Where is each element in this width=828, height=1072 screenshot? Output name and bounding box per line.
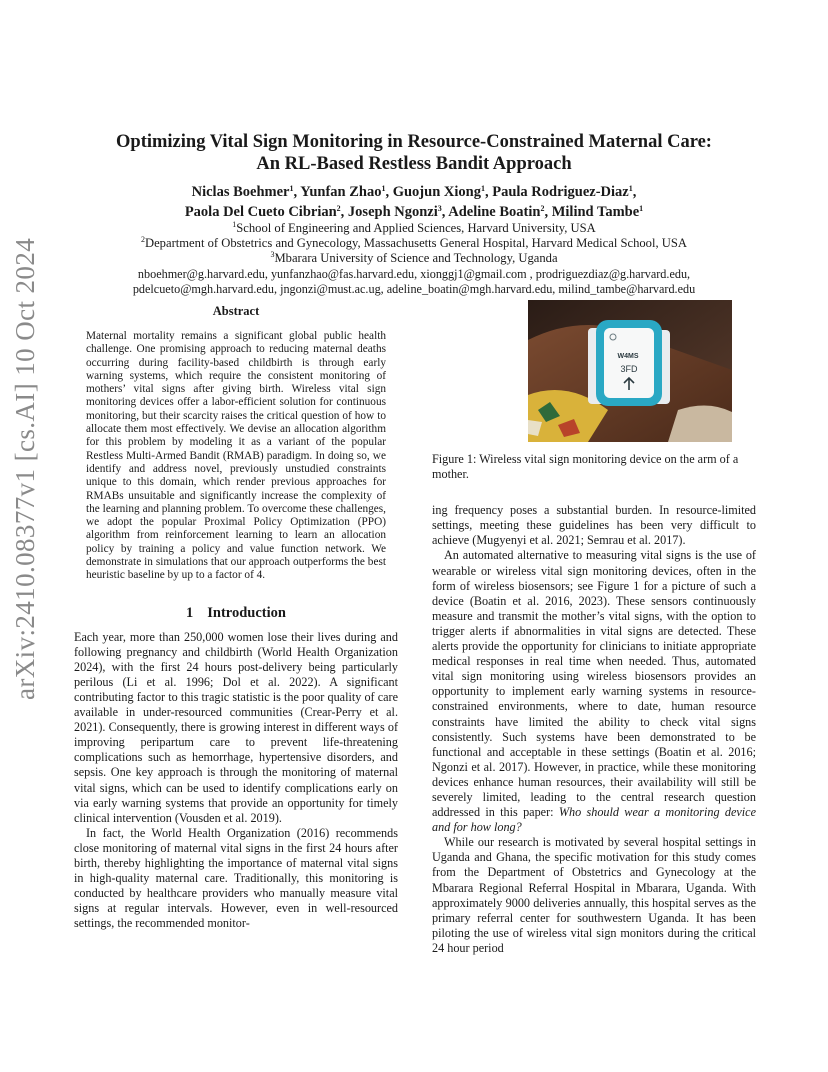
author-name: Joseph Ngonzi [347,204,438,220]
paragraph-text: An automated alternative to measuring vital signs is the use of wearable or wireless vital sign monitoring devices, often in the form of wireless biosensors; see Figure 1 for a picture of such a device (Boatin et al. 2016, 2023). These sensors continuously measure and transmit the mother’s vital signs, with the option to trigger alerts if abnormalities in vital signs are detected. These alerts provide the opportunity for clinicians to initiate appropriate medical responses in real time when needed. Thus, automated vital sign monitoring using wireless biosensors provides an opportunity to implement early warning systems in resource-constrained environments, where to date, human resource constraints have limited the ability to check vital signs consistently. Such systems have been demonstrated to be functional and acceptable in these settings (Boatin et al. 2016; Ngonzi et al. 2017). However, in practice, while these monitoring devices enhance human resources, their availability will still be severely limited, leading to the central research question addressed in this paper: [432,548,756,820]
affil-marker: 2 [141,235,145,244]
affiliation [60,236,768,251]
author-affil-marker: 1 [289,184,294,193]
right-column-body [432,503,756,956]
paper-title [60,131,768,175]
left-column [74,304,398,932]
affiliation [60,251,768,266]
author-list [60,182,768,222]
abstract-text: Maternal mortality remains a significant global public health challenge. One promising approach to reducing maternal deaths occurring during facility-based childbirth is through early warning systems, which require the consistent monitoring of mothers’ vital signs after giving birth. Wireless vital sign monitoring devices offer a labor-efficient solution for continuous monitoring, but their scarcity raises the critical question of how to allocate them most effectively. We devise an allocation algorithm for this problem by modeling it as a variant of the popular Restless Multi-Armed Bandit (RMAB) paradigm. In doing so, we identify and address novel, previously unstudied constraints unique to this domain, which render previous approaches for RMABs unsuitable and significantly increase the complexity of the learning and planning problem. To overcome these challenges, we adopt the popular Proximal Policy Optimization (PPO) algorithm from reinforcement learning to learn an allocation policy by training a policy and value function network. We demonstrate in simulations that our approach outperforms the best heuristic baseline by up to a factor of 4. [86,330,386,582]
figure-photo [528,300,732,442]
author-affil-marker: 1 [480,184,485,193]
section-heading [74,605,398,622]
section-number: 1 [186,604,194,621]
right-column [432,300,756,956]
author-name: Niclas Boehmer [191,184,290,200]
author-affil-marker: 1 [639,204,644,213]
affil-marker: 1 [232,220,237,229]
paragraph: While our research is motivated by several hospital settings in Uganda and Ghana, the specific motivation for this study comes from the Department of Obstetrics and Gynecology at the Mbarara Regional Referral Hospital in Mbarara, Uganda. With approximately 9000 deliveries annually, this hospital serves as the primary referral center for southwestern Uganda. It has been piloting the use of wireless vital sign monitors during the critical 24 hour period [432,835,756,955]
affil-marker: 3 [270,250,275,259]
title-line-2: An RL-Based Restless Bandit Approach [256,154,572,174]
affiliation-text: Department of Obstetrics and Gynecology, Massachusetts General Hospital, Harvard Medical School, USA [145,236,687,250]
author-name: Paola Del Cueto Cibrian [184,204,337,220]
figure-caption: Figure 1: Wireless vital sign monitoring device on the arm of a mother. [432,452,739,482]
author-name: Milind Tambe [551,204,640,220]
paragraph: ing frequency poses a substantial burden. In resource-limited settings, meeting these guidelines has been very difficult to achieve (Mugyenyi et al. 2021; Semrau et al. 2017). [432,503,756,548]
author-line-1: Niclas Boehmer$^1$, Yunfan Zhao$^1$, Guojun Xiong$^1$, Paula Rodriguez-Diaz$^1$, [191,184,637,200]
author-affil-marker: 3 [437,204,442,213]
author-affil-marker: 1 [628,184,633,193]
research-question: Who should wear a monitoring device and for how long? [432,805,756,835]
device-label-text: 3FD [620,364,638,374]
paragraph: In fact, the World Health Organization (2016) recommends close monitoring of maternal vital signs in the first 24 hours after birth, thereby highlighting the importance of maternal vital signs in high-quality maternal care. Traditionally, this monitoring is conducted by healthcare providers who manually measure vital signs at regular intervals. However, even in well-resourced settings, the recommended monitor- [74,825,398,931]
arxiv-identifier: arXiv:2410.08377v1 [cs.AI] 10 Oct 2024 [10,237,40,700]
title-line-1: Optimizing Vital Sign Monitoring in Resource-Constrained Maternal Care: [116,132,712,152]
email-line-1: nboehmer@g.harvard.edu, yunfanzhao@fas.harvard.edu, xionggj1@gmail.com , prodriguezdiaz@g.harvard.edu, [137,267,691,281]
author-line-2: Paola Del Cueto Cibrian$^2$, Joseph Ngonzi$^3$, Adeline Boatin$^2$, Milind Tambe$^1$ [184,204,644,220]
affiliation-text: Mbarara University of Science and Technology, Uganda [274,251,558,265]
affiliation [60,221,768,236]
device-on-arm-illustration [528,300,732,442]
paragraph [432,548,756,835]
author-affil-marker: 2 [540,204,545,213]
author-name: Adeline Boatin [448,204,541,220]
author-name: Guojun Xiong [392,184,481,200]
email-line-2: pdelcueto@mgh.harvard.edu, jngonzi@must.ac.ug, adeline_boatin@mgh.harvard.edu, milind_tambe@harvard.edu [132,282,696,296]
affiliation-text: School of Engineering and Applied Sciences, Harvard University, USA [236,221,596,235]
author-affil-marker: 2 [336,204,341,213]
author-name: Yunfan Zhao [300,184,382,200]
abstract-heading: Abstract [212,304,260,318]
paragraph: Each year, more than 250,000 women lose their lives during and following pregnancy and childbirth (World Health Organization 2024), with the first 24 hours post-delivery being particularly perilous (Li et al. 1996; Dol et al. 2022). A significant contributing factor to this tragic statistic is the poor quality of care available in under-resourced communities (Crear-Perry et al. 2021). Consequently, there is growing interest in different ways of improving peripartum care to prevent life-threatening complications such as hemorrhage, hypertensive disorders, and sepsis. One key approach is through the monitoring of maternal vital signs, which can be used to identify complications early on via early warning systems that provide an opportunity for timely clinical intervention (Vousden et al. 2019). [74,629,398,825]
author-affil-marker: 1 [381,184,386,193]
device-brand-text: W4MS [617,353,639,360]
section-title: Introduction [207,604,286,621]
author-name: Paula Rodriguez-Diaz [492,184,629,200]
email-list [60,267,768,297]
affiliation-list [60,221,768,266]
